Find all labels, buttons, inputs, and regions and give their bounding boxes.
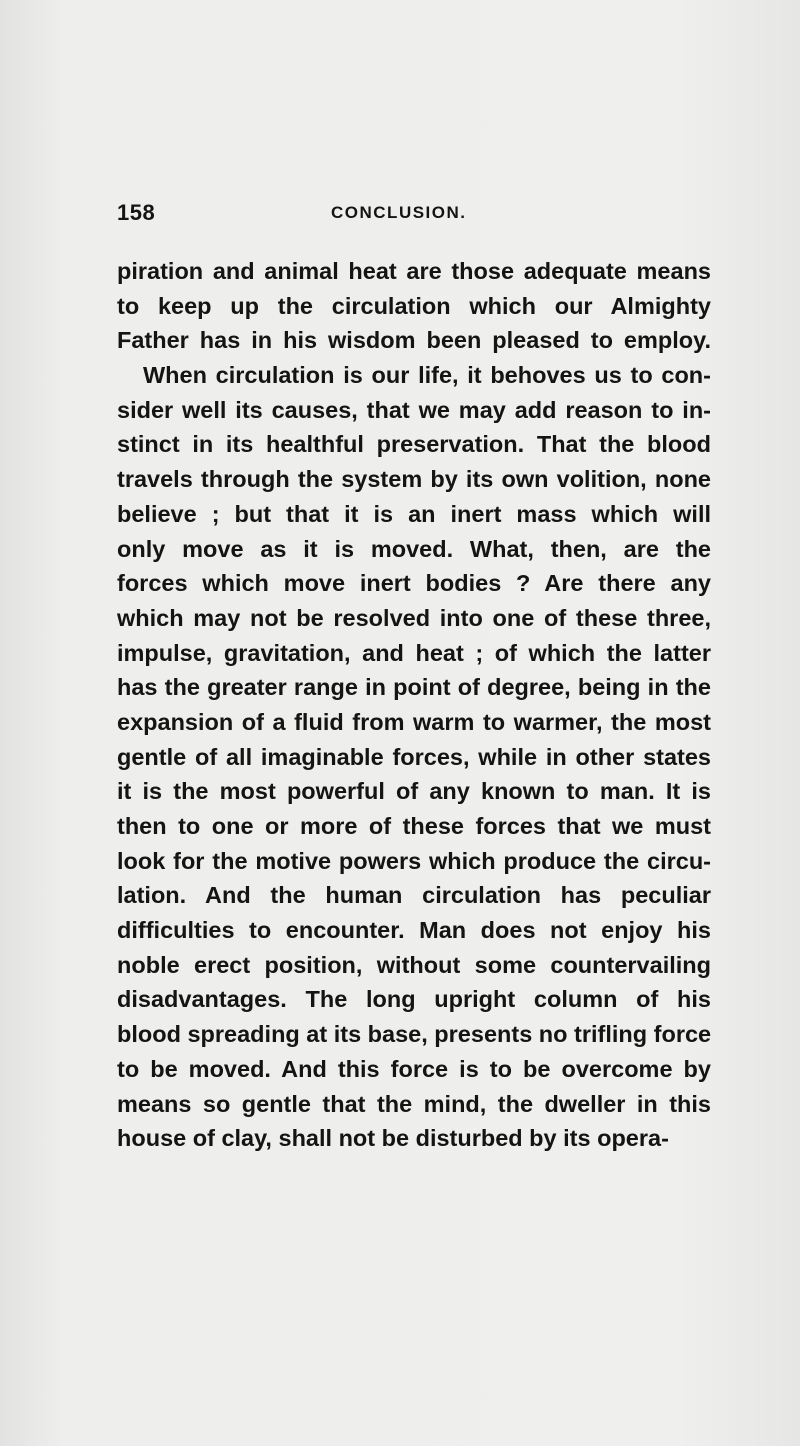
text-line: to be moved. And this force is to be overcome by xyxy=(117,1055,711,1082)
text-line: travels through the system by its own volition, none xyxy=(117,466,711,493)
text-line: blood spreading at its base, presents no trifling force xyxy=(117,1021,711,1048)
body-text xyxy=(117,254,711,1156)
text-line: When circulation is our life, it behoves us to con- xyxy=(143,362,711,389)
text-line: lation. And the human circulation has peculiar xyxy=(117,882,711,909)
text-line: gentle of all imaginable forces, while in other states xyxy=(117,743,711,770)
page-number: 158 xyxy=(117,200,156,225)
text-line: then to one or more of these forces that we must xyxy=(117,813,711,839)
text-line: impulse, gravitation, and heat ; of which the latter xyxy=(117,639,711,666)
text-line: sider well its causes, that we may add reason to in- xyxy=(117,396,711,423)
text-line: which may not be resolved into one of these three, xyxy=(117,604,711,631)
text-line: look for the motive powers which produce the circu- xyxy=(117,847,711,874)
text-line: noble erect position, without some countervailing xyxy=(117,951,711,978)
text-line: difficulties to encounter. Man does not enjoy his xyxy=(117,917,711,944)
text-line: has the greater range in point of degree, being in the xyxy=(117,674,711,701)
text-line: piration and animal heat are those adequate means xyxy=(117,258,711,284)
text-line: believe ; but that it is an inert mass which will xyxy=(117,500,711,527)
text-line: means so gentle that the mind, the dweller in this xyxy=(117,1090,711,1117)
text-line: forces which move inert bodies ? Are there any xyxy=(117,570,711,597)
text-line: expansion of a fluid from warm to warmer, the most xyxy=(117,708,711,735)
text-line: house of clay, shall not be disturbed by its opera- xyxy=(117,1125,669,1152)
text-line: stinct in its healthful preservation. That the blood xyxy=(117,431,711,458)
text-line: to keep up the circulation which our Almighty xyxy=(117,292,711,319)
section-title: CONCLUSION. xyxy=(331,203,467,222)
text-line: it is the most powerful of any known to man. It is xyxy=(117,778,711,805)
text-line: disadvantages. The long upright column of his xyxy=(117,986,711,1013)
running-head xyxy=(117,200,707,230)
text-line: Father has in his wisdom been pleased to employ. xyxy=(117,327,711,354)
text-line: only move as it is moved. What, then, are the xyxy=(117,535,711,562)
